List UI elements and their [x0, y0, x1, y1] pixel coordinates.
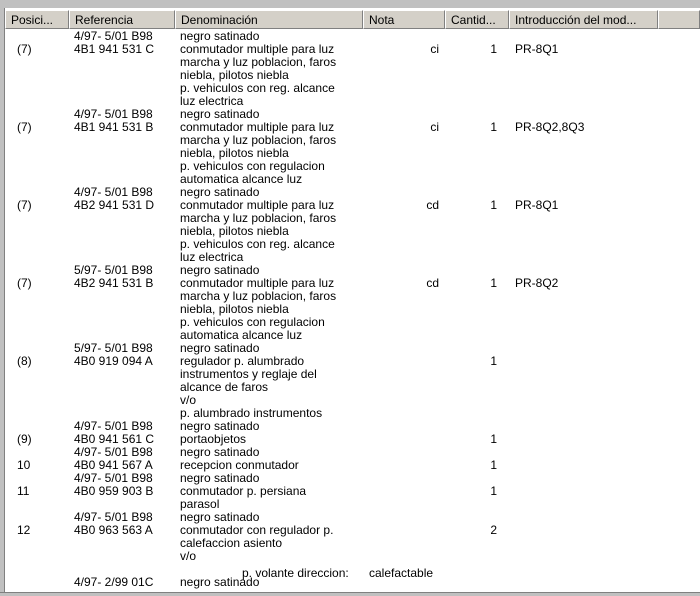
description-line: instrumentos y reglaje del: [180, 367, 317, 381]
quantity-cell: 1: [490, 458, 497, 472]
description-line: alcance de faros: [180, 380, 269, 394]
description-line: negro satinado: [180, 419, 260, 433]
validity-dates: 4/97- 5/01 B98: [74, 471, 153, 485]
position-cell: 10: [17, 458, 31, 472]
note-cell: ci: [430, 120, 439, 134]
validity-dates: 4/97- 5/01 B98: [74, 185, 153, 199]
position-cell: (7): [17, 42, 32, 56]
description-line: negro satinado: [180, 445, 260, 459]
position-cell: 12: [17, 523, 31, 537]
column-header-nota[interactable]: Nota: [363, 10, 445, 29]
description-extra-note: calefactable: [369, 566, 434, 580]
model-intro-cell: PR-8Q1: [515, 198, 559, 212]
reference-cell: 4B2 941 531 D: [74, 198, 155, 212]
description-line: p. vehiculos con regulacion: [180, 159, 325, 173]
quantity-cell: 1: [490, 276, 497, 290]
note-cell: cd: [426, 276, 439, 290]
model-intro-cell: PR-8Q2: [515, 276, 559, 290]
description-line: luz electrica: [180, 94, 244, 108]
description-line: negro satinado: [180, 263, 260, 277]
window-top-bar: [0, 0, 700, 8]
reference-cell: 4B1 941 531 B: [74, 120, 154, 134]
quantity-cell: 1: [490, 198, 497, 212]
description-line: negro satinado: [180, 107, 260, 121]
column-header-cantidad[interactable]: Cantid...: [445, 10, 509, 29]
quantity-cell: 1: [490, 354, 497, 368]
validity-dates: 4/97- 5/01 B98: [74, 30, 153, 43]
description-line: marcha y luz poblacion, faros: [180, 55, 337, 69]
description-line: niebla, pilotos niebla: [180, 146, 289, 160]
reference-cell: 4B0 941 567 A: [74, 458, 153, 472]
description-line: automatica alcance luz: [180, 172, 303, 186]
quantity-cell: 1: [490, 484, 497, 498]
description-line: conmutador multiple para luz: [180, 276, 335, 290]
description-line: conmutador p. persiana: [180, 484, 307, 498]
description-line: parasol: [180, 497, 220, 511]
model-intro-cell: PR-8Q2,8Q3: [515, 120, 585, 134]
description-line: negro satinado: [180, 575, 260, 589]
description-line: recepcion conmutador: [180, 458, 299, 472]
list-body: [5, 30, 700, 592]
column-header-introduccion[interactable]: Introducción del mod...: [509, 10, 658, 29]
description-line: p. vehiculos con regulacion: [180, 315, 325, 329]
description-line: luz electrica: [180, 250, 244, 264]
description-line: negro satinado: [180, 510, 260, 524]
quantity-cell: 1: [490, 42, 497, 56]
reference-cell: 4B0 919 094 A: [74, 354, 153, 368]
quantity-cell: 1: [490, 432, 497, 446]
quantity-cell: 2: [490, 523, 497, 537]
validity-dates: 4/97- 5/01 B98: [74, 510, 153, 524]
column-header-denominacion[interactable]: Denominación: [175, 10, 363, 29]
description-line: calefaccion asiento: [180, 536, 283, 550]
description-line: niebla, pilotos niebla: [180, 302, 289, 316]
list-header: [5, 10, 700, 30]
description-line: marcha y luz poblacion, faros: [180, 133, 337, 147]
description-line: negro satinado: [180, 185, 260, 199]
validity-dates: 4/97- 5/01 B98: [74, 445, 153, 459]
position-cell: (7): [17, 276, 32, 290]
column-header-posicion[interactable]: Posici...: [5, 10, 69, 29]
description-line: conmutador multiple para luz: [180, 42, 335, 56]
column-header-filler: [658, 10, 700, 29]
description-extra: p. volante direccion:: [242, 566, 349, 580]
position-cell: (7): [17, 198, 32, 212]
description-line: conmutador con regulador p.: [180, 523, 334, 537]
description-line: conmutador multiple para luz: [180, 120, 335, 134]
description-line: negro satinado: [180, 30, 260, 43]
description-line: regulador p. alumbrado: [180, 354, 305, 368]
description-line: niebla, pilotos niebla: [180, 68, 289, 82]
description-line: automatica alcance luz: [180, 328, 303, 342]
description-line: marcha y luz poblacion, faros: [180, 211, 337, 225]
reference-cell: 4B0 959 903 B: [74, 484, 154, 498]
parts-list-view[interactable]: [0, 8, 700, 596]
reference-cell: 4B0 963 563 A: [74, 523, 153, 537]
description-line: v/o: [180, 549, 197, 563]
bottom-edge: [0, 592, 700, 596]
quantity-cell: 1: [490, 120, 497, 134]
note-cell: cd: [426, 198, 439, 212]
reference-cell: 4B2 941 531 B: [74, 276, 154, 290]
validity-dates: 4/97- 5/01 B98: [74, 419, 153, 433]
note-cell: ci: [430, 42, 439, 56]
position-cell: (9): [17, 432, 32, 446]
description-line: p. vehiculos con reg. alcance: [180, 81, 335, 95]
reference-cell: 4B0 941 561 C: [74, 432, 155, 446]
position-cell: 11: [17, 484, 30, 498]
column-header-referencia[interactable]: Referencia: [69, 10, 175, 29]
validity-dates: 5/97- 5/01 B98: [74, 263, 153, 277]
validity-dates: 4/97- 5/01 B98: [74, 107, 153, 121]
validity-dates: 5/97- 5/01 B98: [74, 341, 153, 355]
position-cell: (7): [17, 120, 32, 134]
validity-dates: 4/97- 2/99 01C: [74, 575, 154, 589]
description-line: p. vehiculos con reg. alcance: [180, 237, 335, 251]
position-cell: (8): [17, 354, 32, 368]
description-line: negro satinado: [180, 471, 260, 485]
description-line: p. alumbrado instrumentos: [180, 406, 323, 420]
reference-cell: 4B1 941 531 C: [74, 42, 155, 56]
description-line: marcha y luz poblacion, faros: [180, 289, 337, 303]
description-line: negro satinado: [180, 341, 260, 355]
description-line: portaobjetos: [180, 432, 247, 446]
description-line: conmutador multiple para luz: [180, 198, 335, 212]
model-intro-cell: PR-8Q1: [515, 42, 559, 56]
description-line: niebla, pilotos niebla: [180, 224, 289, 238]
description-line: v/o: [180, 393, 197, 407]
